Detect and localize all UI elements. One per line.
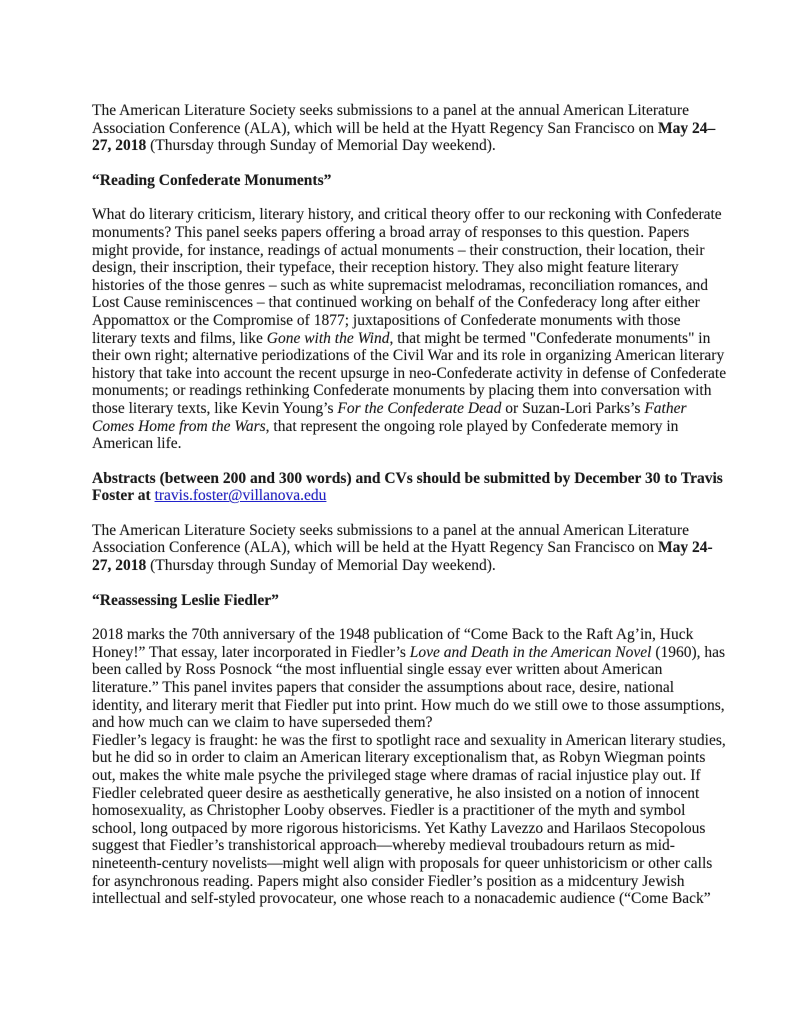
panel1-submission-text: Abstracts (between 200 and 300 words) and CVs should be submitted by December 30 to Travis Foster at xyxy=(92,469,723,505)
panel2-heading: “Reassessing Leslie Fiedler” xyxy=(92,591,279,609)
panel1-body-text-3: or Suzan-Lori Parks’s xyxy=(501,399,645,417)
panel2-intro-text: The American Literature Society seeks submissions to a panel at the annual American Literature Association Conference (ALA), which will be held at the Hyatt Regency San Francisco on xyxy=(92,521,689,557)
panel2-intro-text-end: (Thursday through Sunday of Memorial Day weekend). xyxy=(146,557,496,575)
panel1-body-text-4: , that represent the ongoing role played by Confederate memory in American life. xyxy=(92,417,679,453)
panel1-heading: “Reading Confederate Monuments” xyxy=(92,171,332,189)
panel1-intro-text: The American Literature Society seeks submissions to a panel at the annual American Literature Association Conference (ALA), which will be held at the Hyatt Regency San Francisco on xyxy=(92,102,689,137)
panel2-conference-dates: May 24-27, 2018 xyxy=(92,539,713,575)
book-title-gone-with-the-wind: Gone with the Wind xyxy=(266,329,390,347)
panel1-body-paragraph xyxy=(92,206,727,452)
book-title-for-the-confederate-dead: For the Confederate Dead xyxy=(337,399,502,417)
book-title-love-and-death-in-the-american-novel: Love and Death in the American Novel xyxy=(409,643,652,661)
panel2-intro-paragraph xyxy=(92,522,727,575)
panel1-intro-text-end: (Thursday through Sunday of Memorial Day weekend). xyxy=(146,137,496,155)
panel2-body-text-3: Fiedler’s legacy is fraught: he was the first to spotlight race and sexuality in American literary studies, but he did so in order to claim an American literary exceptionalism that, as Robyn Wiegman points out, makes the white male psyche the privileged stage where dramas of racial injustice play out. If Fiedler celebrated queer desire as aesthetically generative, he also insisted on a notion of innocent homosexuality, as Christopher Looby observes. Fiedler is a practitioner of the myth and symbol school, long outpaced by more rigorous historicisms. Yet Kathy Lavezzo and Harilaos Stecopolous suggest that Fiedler’s transhistorical approach—whereby medieval troubadours return as mid-nineteenth-century novelists—might well align with proposals for queer unhistoricism or other calls for asynchronous reading. Papers might also consider Fiedler’s position as a midcentury Jewish intellectual and self-styled provocateur, one whose reach to a nonacademic audience (“Come Back” xyxy=(92,731,726,908)
panel1-conference-dates: May 24–27, 2018 xyxy=(92,119,716,155)
book-title-father-comes-home-from-the-wars: Father Comes Home from the Wars xyxy=(92,399,687,435)
panel1-submission-paragraph xyxy=(92,470,727,505)
panel2-body-text-1: 2018 marks the 70th anniversary of the 1948 publication of “Come Back to the Raft Ag’in, Huck Honey!” That essay, later incorporated in Fiedler’s xyxy=(92,626,694,661)
email-link[interactable]: travis.foster@villanova.edu xyxy=(154,487,327,505)
panel2-body-text-2: (1960), has been called by Ross Posnock “the most influential single essay ever written about American literature.” This panel invites papers that consider the assumptions about race, desire, national identity, and literary merit that Fiedler put into print. How much do we still owe to those assumptions, and how much can we claim to have superseded them? xyxy=(92,643,726,732)
panel1-body-text-2: , that might be termed "Confederate monuments" in their own right; alternative periodizations of the Civil War and its role in organizing American literary history that take into account the recent upsurge in neo-Confederate activity in defense of Confederate monuments; or readings rethinking Confederate monuments by placing them into conversation with those literary texts, like Kevin Young’s xyxy=(92,329,727,417)
panel2-body-paragraph xyxy=(92,626,727,908)
panel1-body-text-1: What do literary criticism, literary history, and critical theory offer to our reckoning with Confederate monuments? This panel seeks papers offering a broad array of responses to this question. Papers might provide, for instance, readings of actual monuments – their construction, their location, their design, their inscription, their typeface, their reception history. They also might feature literary histories of the those genres – such as white supremacist melodramas, reconciliation romances, and Lost Cause reminiscences – that continued working on behalf of the Confederacy long after either Appomattox or the Compromise of 1877; juxtapositions of Confederate monuments with those literary texts and films, like xyxy=(92,206,722,347)
panel1-intro-paragraph xyxy=(92,102,727,155)
